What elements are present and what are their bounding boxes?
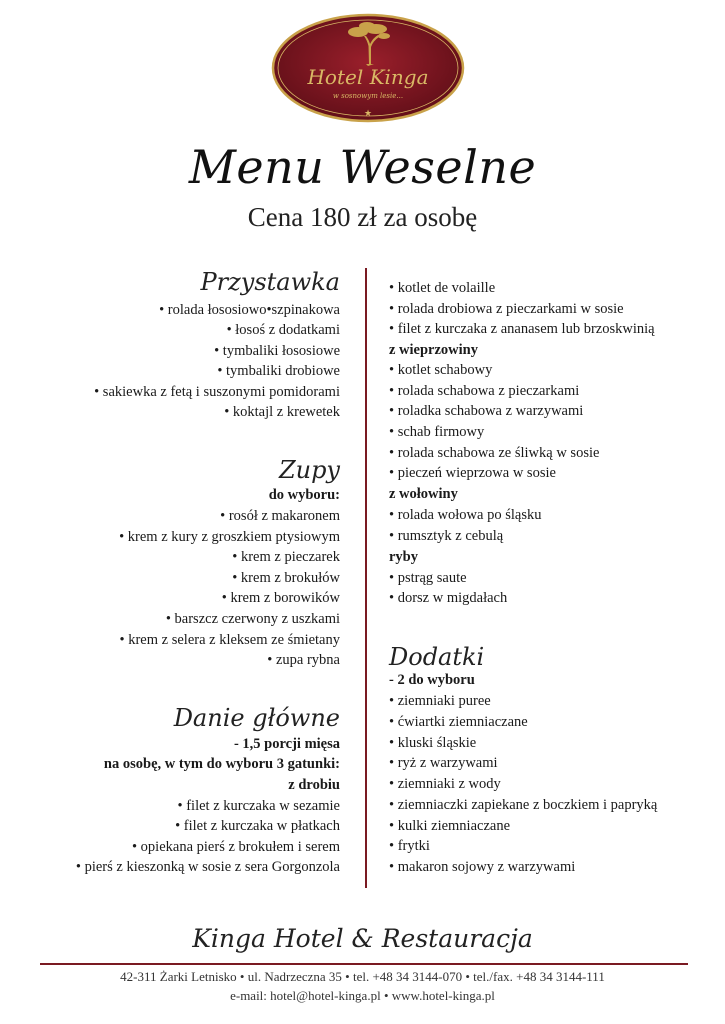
list-item: • rolada drobiowa z pieczarkami w sosie xyxy=(389,301,624,317)
list-item: • schab firmowy xyxy=(389,424,485,440)
footer-address: 42-311 Żarki Letnisko • ul. Nadrzeczna 35 • tel. +48 34 3144-070 • tel./fax. +48 34 3144-111 xyxy=(120,969,605,984)
group-label: z wołowiny xyxy=(389,486,458,502)
list-item: • łosoś z dodatkami xyxy=(226,322,340,338)
list-item: • makaron sojowy z warzywami xyxy=(389,859,576,875)
price-subtitle: Cena 180 zł za osobę xyxy=(247,202,478,232)
group-label: z wieprzowiny xyxy=(389,342,478,358)
list-item: • ćwiartki ziemniaczane xyxy=(389,714,528,730)
list-item: • pieczeń wieprzowa w sosie xyxy=(389,465,556,481)
list-item: • sakiewka z fetą i suszonymi pomidorami xyxy=(94,384,340,400)
section-przystawka: Przystawka xyxy=(200,268,340,296)
list-item: • kotlet de volaille xyxy=(389,280,496,296)
list-item: • ziemniaczki zapiekane z boczkiem i papryką xyxy=(389,797,658,813)
section-zupy: Zupy xyxy=(278,456,340,484)
list-item: • barszcz czerwony z uszkami xyxy=(165,611,340,627)
list-item: • koktajl z krewetek xyxy=(224,404,340,420)
list-item: • zupa rybna xyxy=(267,652,340,668)
list-item: • tymbaliki łososiowe xyxy=(214,343,340,359)
logo-tagline: w sosnowym lesie... xyxy=(332,92,404,100)
list-item: • rolada łososiowo•szpinakowa xyxy=(159,302,340,318)
hotel-kinga-logo xyxy=(270,12,466,124)
list-item: • filet z kurczaka z ananasem lub brzoskwinią xyxy=(389,321,655,337)
group-label: z drobiu xyxy=(288,777,340,793)
list-item: • rolada schabowa z pieczarkami xyxy=(389,383,580,399)
section-danie-glowne: Danie główne xyxy=(173,704,340,732)
list-item: • rumsztyk z cebulą xyxy=(389,528,504,544)
section-note: - 1,5 porcji mięsa xyxy=(233,736,340,752)
list-item: • roladka schabowa z warzywami xyxy=(389,403,584,419)
list-item: • krem z selera z kleksem ze śmietany xyxy=(119,632,340,648)
footer-divider xyxy=(40,963,688,965)
section-note: - 2 do wyboru xyxy=(389,672,475,688)
list-item: • dorsz w migdałach xyxy=(389,590,508,606)
list-item: • krem z borowików xyxy=(221,590,340,606)
list-item: • rosół z makaronem xyxy=(220,508,340,524)
list-item: • kotlet schabowy xyxy=(389,362,493,378)
list-item: • rolada wołowa po śląsku xyxy=(389,507,542,523)
list-item: • kulki ziemniaczane xyxy=(389,818,511,834)
menu-title: Menu Weselne xyxy=(188,140,537,194)
list-item: • filet z kurczaka w płatkach xyxy=(175,818,340,834)
section-dodatki: Dodatki xyxy=(389,643,485,671)
list-item: • krem z pieczarek xyxy=(232,549,340,565)
list-item: • krem z kury z groszkiem ptysiowym xyxy=(119,529,340,545)
column-divider xyxy=(365,268,367,888)
list-item: • ryż z warzywami xyxy=(389,755,498,771)
list-item: • opiekana pierś z brokułem i serem xyxy=(131,839,340,855)
list-item: • filet z kurczaka w sezamie xyxy=(177,798,340,814)
list-item: • pierś z kieszonką w sosie z sera Gorgonzola xyxy=(75,859,340,875)
list-item: • frytki xyxy=(389,838,430,854)
list-item: • kluski śląskie xyxy=(389,735,477,751)
section-note: do wyboru: xyxy=(268,487,340,503)
list-item: • ziemniaki puree xyxy=(389,693,491,709)
footer-title: Kinga Hotel & Restauracja xyxy=(192,924,533,953)
star-icon: ★ xyxy=(363,108,373,118)
section-note: na osobę, w tym do wyboru 3 gatunki: xyxy=(103,756,340,772)
logo-name: Hotel Kinga xyxy=(307,65,429,89)
footer-contact: e-mail: hotel@hotel-kinga.pl • www.hotel-kinga.pl xyxy=(230,988,495,1003)
list-item: • krem z brokułów xyxy=(232,570,340,586)
group-label: ryby xyxy=(389,549,418,565)
list-item: • rolada schabowa ze śliwką w sosie xyxy=(389,445,600,461)
list-item: • pstrąg saute xyxy=(389,570,467,586)
list-item: • tymbaliki drobiowe xyxy=(217,363,340,379)
list-item: • ziemniaki z wody xyxy=(389,776,501,792)
